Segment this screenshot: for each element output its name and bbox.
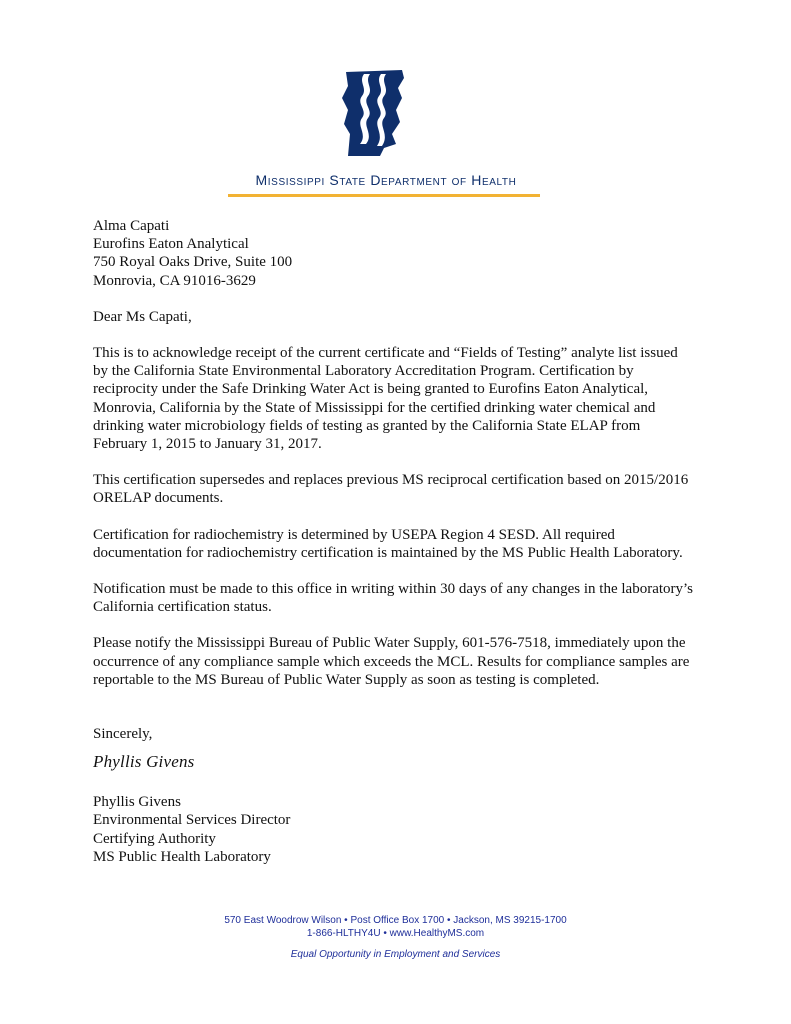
signer-org: MS Public Health Laboratory [93,848,271,865]
recipient-city: Monrovia, CA 91016-3629 [93,272,256,289]
letterhead [0,60,791,200]
signer-role: Certifying Authority [93,830,216,847]
footer-contact: 1-866-HLTHY4U • www.HealthyMS.com [306,928,485,939]
paragraph-acknowledgement: This is to acknowledge receipt of the current certificate and “Fields of Testing” analyte list issued by the California State Environmental Laboratory Accreditation Program. Certification by reciprocity under the Safe Drinking Water Act is being granted to Eurofins Eaton Analytical, Monrovia, California by the State of Mississippi for the certified drinking water chemical and drinking water microbiology fields of testing as granted by the California State ELAP from February 1, 2015 to January 31, 2017. [93,345,678,453]
letterhead-footer [0,914,791,961]
recipient-name: Alma Capati [93,218,170,234]
mississippi-state-profiles-logo [340,64,410,160]
paragraph-radiochemistry: Certification for radiochemistry is determined by USEPA Region 4 SESD. All required documentation for radiochemistry certification is maintained by the MS Public Health Laboratory. [93,526,683,561]
paragraph-water-supply: Please notify the Mississippi Bureau of Public Water Supply, 601-576-7518, immediately upon the occurrence of any compliance sample which exceeds the MCL. Results for compliance samples are reportable to the MS Bureau of Public Water Supply as soon as testing is completed. [93,635,690,688]
closing: Sincerely, [93,726,153,743]
recipient-org: Eurofins Eaton Analytical [93,236,249,253]
paragraph-notification: Notification must be made to this office in writing within 30 days of any changes in the laboratory’s California certification status. [93,581,694,616]
salutation: Dear Ms Capati, [93,308,192,325]
footer-address: 570 East Woodrow Wilson • Post Office Box 1700 • Jackson, MS 39215-1700 [224,915,567,926]
paragraph-supersedes: This certification supersedes and replaces previous MS reciprocal certification based on 2015/2016 ORELAP documents. [93,472,689,507]
department-name: Mississippi State Department of Health [255,172,517,188]
signer-name: Phyllis Givens [93,794,181,811]
department-underline [228,194,540,197]
footer-eoe-statement: Equal Opportunity in Employment and Services [290,949,501,960]
recipient-street: 750 Royal Oaks Drive, Suite 100 [93,254,293,271]
recipient-address [93,217,693,290]
signer-block [93,793,693,866]
letter-body [93,217,693,866]
handwritten-signature: Phyllis Givens [93,752,195,772]
signer-title: Environmental Services Director [93,812,291,829]
